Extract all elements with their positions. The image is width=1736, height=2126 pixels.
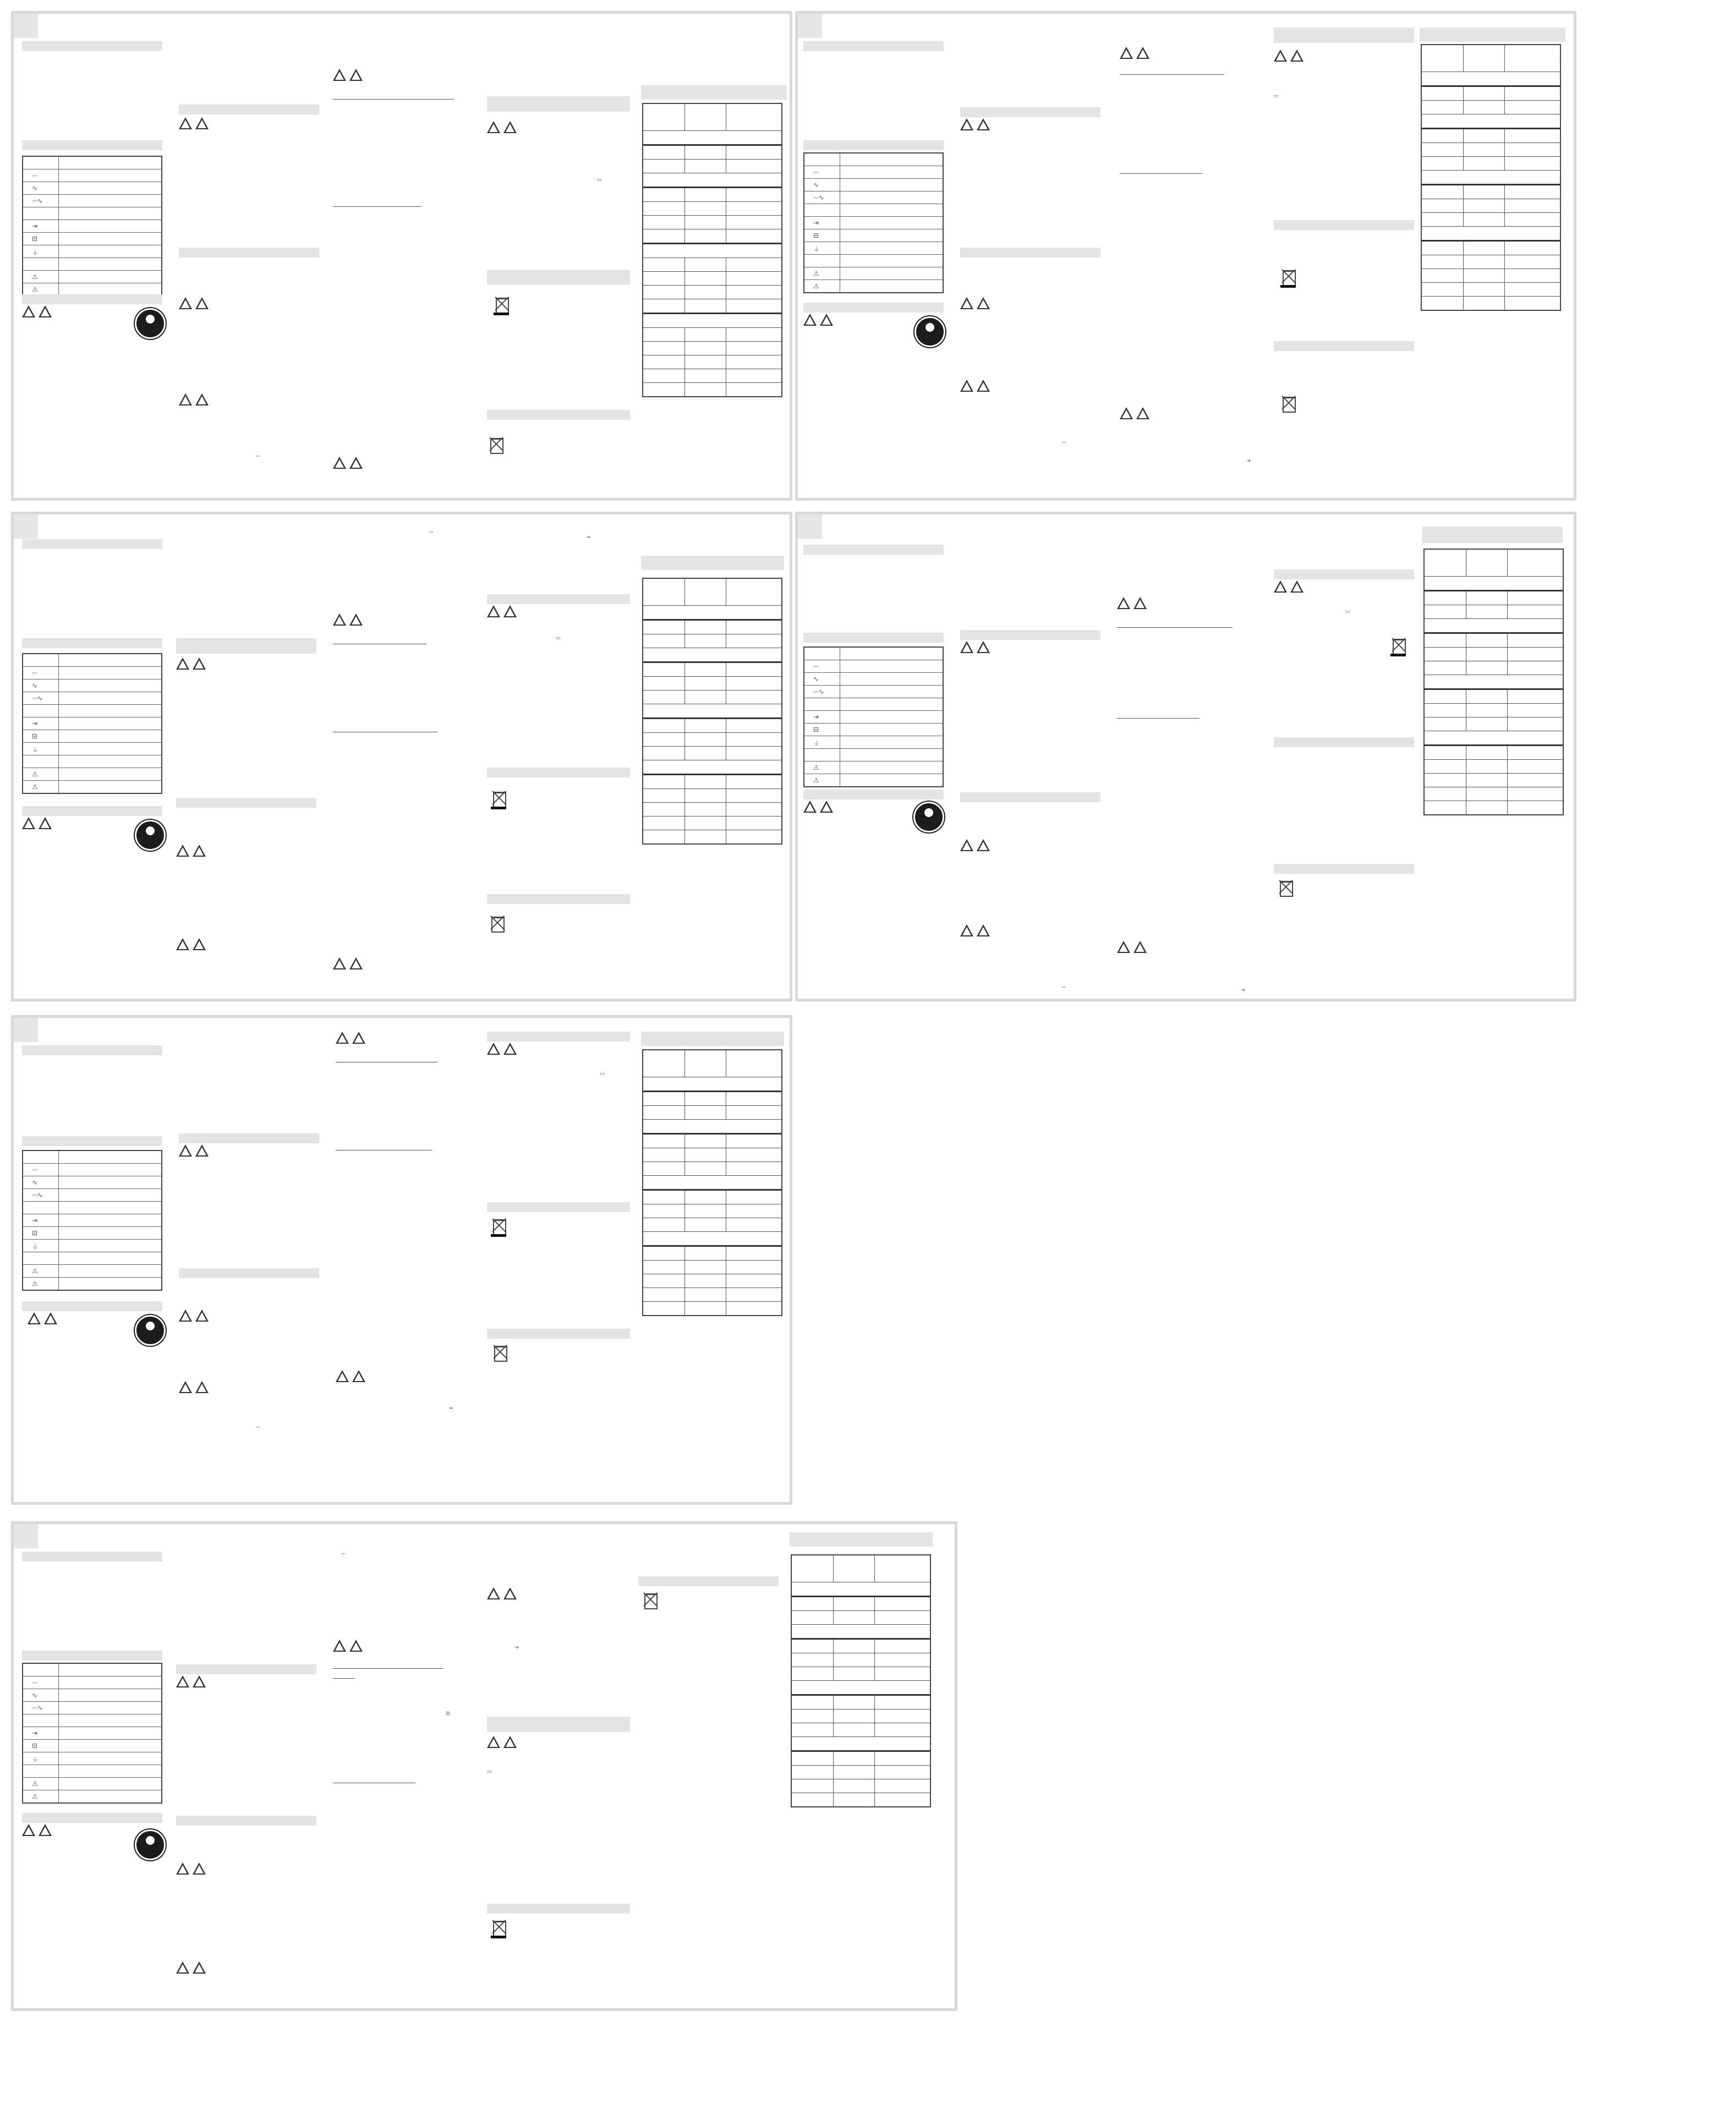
warning-triangle-icon — [977, 839, 990, 851]
battery-symbol: ▭ — [597, 177, 602, 183]
warning-triangle-icon — [503, 121, 517, 133]
warning-triangle-icon — [960, 380, 973, 392]
warning-triangle-icon — [1120, 47, 1133, 59]
warning-triangle-icon — [1133, 597, 1147, 609]
specifications-table — [642, 1049, 782, 1316]
ac-symbol: ∿ — [32, 1179, 38, 1186]
section-header — [487, 1032, 630, 1042]
warning-triangle-icon — [960, 641, 973, 653]
warning-triangle-icon — [487, 121, 500, 133]
warning-triangle-icon — [179, 1309, 192, 1322]
warning-icons — [176, 1862, 206, 1875]
specifications-header — [790, 1532, 933, 1547]
warning-icons — [1117, 941, 1147, 953]
language-tab — [798, 14, 822, 38]
warning-triangle-icon — [176, 938, 189, 950]
manual-page-4 — [795, 512, 1576, 1001]
qualified-person-icon — [135, 1829, 166, 1860]
section-header — [803, 790, 944, 799]
warning-triangle-icon — [352, 1032, 365, 1044]
warning-icons — [1274, 580, 1304, 593]
manual-page-2 — [795, 11, 1576, 501]
diode-symbol: ⇥ — [1246, 458, 1251, 464]
section-header — [179, 1133, 319, 1143]
section-header — [487, 894, 630, 904]
warning-icons — [487, 1587, 517, 1599]
diode-symbol: ⇥ — [32, 720, 38, 727]
section-header — [803, 41, 944, 51]
section-header — [487, 1202, 630, 1212]
section-header — [22, 806, 162, 816]
dc-symbol: ⎓ — [32, 1679, 37, 1686]
warning-triangle-icon — [179, 1381, 192, 1393]
warning-triangle-icon — [803, 801, 817, 813]
manual-page-1 — [11, 11, 792, 501]
warning-triangle-icon — [333, 1640, 346, 1652]
section-header — [22, 1651, 162, 1661]
warning-symbol: ⚠ — [813, 764, 819, 771]
warning-icons — [803, 801, 833, 813]
section-header — [960, 792, 1100, 802]
warning-triangle-icon — [820, 314, 833, 326]
warning-symbol: ⚠ — [813, 270, 819, 277]
warning-icons — [336, 1370, 365, 1382]
symbol-table — [803, 646, 944, 787]
section-header — [487, 410, 630, 420]
divider — [333, 1668, 443, 1669]
diode-symbol: ⇥ — [813, 219, 819, 227]
warning-symbol: ⚠ — [32, 770, 38, 778]
dc-ac-symbol: ⎓∿ — [813, 688, 824, 695]
warning-triangle-icon — [193, 657, 206, 670]
specifications-table — [791, 1554, 931, 1807]
crossed-out-bin-icon — [492, 294, 511, 315]
symbol-table — [22, 653, 162, 794]
warning-triangle-icon — [195, 1144, 209, 1157]
warning-triangle-icon — [1117, 597, 1130, 609]
warning-icons — [1117, 597, 1147, 609]
warning-icons — [333, 457, 363, 469]
symbol-table — [803, 152, 944, 293]
qualified-person-icon — [914, 316, 945, 347]
warning-triangle-icon — [803, 314, 817, 326]
warning-triangle-icon — [503, 1587, 517, 1599]
warning-triangle-icon — [22, 1824, 35, 1836]
warning-triangle-icon — [487, 1043, 500, 1055]
dc-symbol: ⎓ — [813, 168, 819, 176]
ac-symbol: ∿ — [32, 682, 38, 689]
warning-icons — [960, 118, 990, 130]
ground-symbol: ⏚ — [32, 1756, 39, 1763]
dc-ac-symbol: ⎓∿ — [32, 1704, 43, 1712]
warning-icons — [487, 605, 517, 617]
warning-triangle-icon — [977, 641, 990, 653]
warning-symbol: ⚠ — [32, 1793, 38, 1800]
warning-triangle-icon — [977, 380, 990, 392]
warning-triangle-icon — [977, 297, 990, 309]
section-header — [22, 1045, 162, 1055]
warning-triangle-icon — [193, 1862, 206, 1875]
qualified-person-icon — [135, 308, 166, 339]
crossed-out-bin-icon — [1277, 878, 1295, 898]
warning-triangle-icon — [193, 1675, 206, 1687]
crossed-out-bin-icon — [490, 788, 508, 809]
warning-triangle-icon — [1274, 580, 1287, 593]
warning-triangle-icon — [44, 1312, 57, 1324]
dc-ac-symbol: ⎓∿ — [32, 1191, 43, 1199]
ac-symbol: ∿ — [32, 1691, 38, 1699]
section-header — [22, 539, 162, 549]
crossed-out-bin-icon — [641, 1590, 660, 1611]
diode-symbol: ⇥ — [32, 222, 38, 230]
section-header — [487, 768, 630, 777]
warning-triangle-icon — [1290, 580, 1304, 593]
warning-icons — [487, 1043, 517, 1055]
symbol-table — [22, 156, 162, 297]
section-header — [487, 1329, 630, 1339]
dc-symbol: ⎓ — [813, 662, 819, 670]
battery-symbol: ▭ — [600, 1071, 605, 1077]
language-tab — [14, 1524, 38, 1548]
qualified-person-icon — [135, 1315, 166, 1346]
language-tab — [798, 514, 822, 539]
warning-icons — [179, 1309, 209, 1322]
warning-icons — [179, 1144, 209, 1157]
diode-symbol: ⇥ — [448, 1406, 453, 1411]
fuse-symbol: ⊟ — [32, 1229, 38, 1237]
warning-symbol: ⚠ — [32, 1267, 38, 1275]
dc-symbol: ⎓ — [1062, 440, 1066, 446]
fuse-symbol: ⊟ — [813, 726, 819, 733]
divider — [1120, 74, 1224, 75]
warning-triangle-icon — [820, 801, 833, 813]
warning-triangle-icon — [333, 69, 346, 81]
warning-triangle-icon — [503, 1043, 517, 1055]
specifications-header — [641, 85, 787, 100]
dc-ac-symbol: ⎓∿ — [32, 197, 43, 205]
section-header — [1274, 28, 1414, 43]
divider — [1117, 718, 1200, 719]
warning-triangle-icon — [503, 1736, 517, 1748]
dc-symbol: ⎓ — [32, 669, 37, 677]
warning-triangle-icon — [1136, 407, 1149, 419]
crossed-out-bin-icon — [1279, 267, 1298, 288]
warning-symbol: ⚠ — [32, 1280, 38, 1287]
warning-icons — [333, 613, 363, 626]
warning-triangle-icon — [195, 297, 209, 309]
section-header — [22, 638, 162, 648]
manual-page-3 — [11, 512, 792, 1001]
specifications-header — [1420, 28, 1565, 42]
warning-triangle-icon — [39, 817, 52, 829]
warning-symbol: ⚠ — [813, 282, 819, 290]
specifications-table — [1423, 549, 1564, 815]
fuse-symbol: ⊟ — [446, 1711, 450, 1717]
warning-triangle-icon — [1136, 47, 1149, 59]
warning-icons — [803, 314, 833, 326]
fuse-symbol: ⊟ — [813, 232, 819, 239]
warning-triangle-icon — [977, 924, 990, 936]
section-header — [176, 638, 316, 654]
language-tab — [14, 1018, 38, 1042]
warning-triangle-icon — [195, 393, 209, 406]
diode-symbol: ⇥ — [514, 1645, 519, 1651]
warning-icons — [960, 297, 990, 309]
warning-triangle-icon — [176, 657, 189, 670]
warning-icons — [960, 380, 990, 392]
divider — [333, 1678, 355, 1679]
ground-symbol: ⏚ — [32, 249, 39, 256]
warning-icons — [176, 1961, 206, 1974]
warning-icons — [960, 641, 990, 653]
section-header — [176, 798, 316, 808]
warning-triangle-icon — [487, 605, 500, 617]
language-tab — [14, 14, 38, 38]
warning-triangle-icon — [22, 817, 35, 829]
section-header — [487, 1904, 630, 1914]
diode-symbol: ⇥ — [32, 1217, 38, 1224]
dc-symbol: ⎓ — [429, 530, 434, 535]
warning-icons — [333, 1640, 363, 1652]
warning-icons — [22, 305, 52, 317]
divider — [333, 99, 454, 100]
dc-symbol: ⎓ — [1062, 985, 1066, 990]
crossed-out-bin-icon — [490, 1917, 508, 1938]
manual-page-6 — [11, 1521, 957, 2011]
section-header — [960, 630, 1100, 640]
warning-symbol: ⚠ — [32, 783, 38, 791]
dc-symbol: ⎓ — [256, 454, 260, 459]
warning-icons — [179, 117, 209, 129]
warning-triangle-icon — [487, 1736, 500, 1748]
warning-triangle-icon — [193, 1961, 206, 1974]
warning-icons — [22, 817, 52, 829]
fuse-symbol: ⊟ — [32, 235, 38, 243]
warning-icons — [960, 924, 990, 936]
crossed-out-bin-icon — [1389, 635, 1408, 656]
section-header — [176, 1816, 316, 1826]
battery-symbol: ▭ — [1345, 609, 1350, 615]
warning-triangle-icon — [977, 118, 990, 130]
battery-symbol: ▭ — [1274, 94, 1279, 99]
ac-symbol: ∿ — [813, 675, 819, 683]
section-header — [803, 303, 944, 313]
warning-triangle-icon — [176, 845, 189, 857]
warning-triangle-icon — [503, 605, 517, 617]
warning-triangle-icon — [176, 1675, 189, 1687]
warning-triangle-icon — [22, 305, 35, 317]
warning-triangle-icon — [336, 1032, 349, 1044]
warning-symbol: ⚠ — [813, 776, 819, 784]
section-header — [487, 594, 630, 604]
warning-triangle-icon — [336, 1370, 349, 1382]
dc-ac-symbol: ⎓∿ — [813, 194, 824, 201]
ac-symbol: ∿ — [813, 181, 819, 189]
manual-page-5 — [11, 1015, 792, 1505]
section-header — [179, 1268, 319, 1278]
warning-symbol: ⚠ — [32, 273, 38, 281]
dc-symbol: ⎓ — [256, 1425, 260, 1431]
specifications-header — [641, 1032, 784, 1046]
ground-symbol: ⏚ — [813, 245, 820, 253]
crossed-out-bin-icon — [488, 913, 507, 934]
warning-triangle-icon — [179, 297, 192, 309]
section-header — [960, 107, 1100, 117]
warning-triangle-icon — [39, 1824, 52, 1836]
section-header — [1274, 341, 1414, 351]
dc-symbol: ⎓ — [341, 1552, 346, 1557]
ground-symbol: ⏚ — [813, 739, 820, 747]
section-header — [803, 140, 944, 150]
warning-icons — [179, 297, 209, 309]
section-header — [960, 248, 1100, 257]
warning-triangle-icon — [195, 1381, 209, 1393]
section-header — [22, 1136, 162, 1146]
section-header — [1274, 569, 1414, 579]
crossed-out-bin-icon — [491, 1343, 510, 1363]
divider — [1117, 627, 1233, 628]
warning-triangle-icon — [176, 1961, 189, 1974]
section-header — [638, 1576, 779, 1586]
warning-triangle-icon — [1290, 50, 1304, 62]
qualified-person-icon — [913, 802, 944, 832]
warning-icons — [1120, 407, 1149, 419]
warning-triangle-icon — [1117, 941, 1130, 953]
section-header — [803, 633, 944, 643]
warning-triangle-icon — [333, 613, 346, 626]
diode-symbol: ⇥ — [586, 535, 590, 540]
fuse-symbol: ⊟ — [32, 732, 38, 740]
warning-symbol: ⚠ — [32, 1780, 38, 1788]
warning-triangle-icon — [352, 1370, 365, 1382]
battery-symbol: ▭ — [556, 635, 561, 641]
warning-triangle-icon — [487, 1587, 500, 1599]
warning-icons — [176, 657, 206, 670]
warning-icons — [179, 393, 209, 406]
section-header — [179, 105, 319, 114]
specifications-table — [1421, 44, 1561, 311]
section-header — [803, 545, 944, 555]
section-header — [179, 248, 319, 257]
warning-triangle-icon — [349, 457, 363, 469]
section-header — [22, 1552, 162, 1561]
section-header — [22, 1301, 162, 1311]
warning-triangle-icon — [333, 957, 346, 969]
warning-icons — [1274, 50, 1304, 62]
warning-triangle-icon — [179, 393, 192, 406]
divider — [1120, 173, 1202, 174]
section-header — [1274, 220, 1414, 230]
warning-icons — [176, 845, 206, 857]
section-header — [22, 41, 162, 51]
section-header — [22, 1813, 162, 1823]
qualified-person-icon — [135, 820, 166, 851]
warning-triangle-icon — [176, 1862, 189, 1875]
crossed-out-bin-icon — [1279, 393, 1298, 414]
section-header — [487, 96, 630, 112]
symbol-table — [22, 1150, 162, 1291]
warning-icons — [176, 938, 206, 950]
warning-icons — [333, 69, 363, 81]
warning-triangle-icon — [349, 957, 363, 969]
warning-triangle-icon — [349, 69, 363, 81]
warning-triangle-icon — [333, 457, 346, 469]
diode-symbol: ⇥ — [32, 1729, 38, 1737]
section-header — [1274, 737, 1414, 747]
warning-triangle-icon — [179, 1144, 192, 1157]
dc-symbol: ⎓ — [32, 1166, 37, 1174]
ground-symbol: ⏚ — [32, 746, 39, 754]
warning-icons — [487, 1736, 517, 1748]
warning-icons — [960, 839, 990, 851]
warning-triangle-icon — [960, 924, 973, 936]
ground-symbol: ⏚ — [32, 1243, 39, 1251]
warning-triangle-icon — [960, 839, 973, 851]
dc-symbol: ⎓ — [32, 172, 37, 179]
section-header — [176, 1664, 316, 1674]
warning-triangle-icon — [195, 1309, 209, 1322]
language-tab — [14, 514, 38, 539]
section-header — [22, 294, 162, 304]
warning-triangle-icon — [193, 938, 206, 950]
section-header — [1274, 864, 1414, 874]
section-header — [487, 270, 630, 285]
warning-icons — [1120, 47, 1149, 59]
warning-triangle-icon — [349, 1640, 363, 1652]
warning-symbol: ⚠ — [32, 286, 38, 293]
divider — [333, 206, 421, 207]
specifications-header — [1422, 527, 1563, 543]
crossed-out-bin-icon — [490, 1216, 508, 1237]
crossed-out-bin-icon — [487, 435, 506, 456]
specifications-header — [641, 556, 784, 570]
ac-symbol: ∿ — [32, 184, 38, 192]
fuse-symbol: ⊟ — [32, 1742, 38, 1750]
warning-icons — [28, 1312, 57, 1324]
warning-triangle-icon — [195, 117, 209, 129]
warning-triangle-icon — [28, 1312, 41, 1324]
specifications-table — [642, 103, 782, 397]
warning-triangle-icon — [960, 297, 973, 309]
warning-icons — [487, 121, 517, 133]
diode-symbol: ⇥ — [1241, 988, 1245, 993]
warning-triangle-icon — [1133, 941, 1147, 953]
dc-ac-symbol: ⎓∿ — [32, 694, 43, 702]
symbol-table — [22, 1663, 162, 1804]
section-header — [487, 1717, 630, 1732]
specifications-table — [642, 578, 782, 845]
warning-triangle-icon — [179, 117, 192, 129]
warning-icons — [176, 1675, 206, 1687]
section-header — [22, 140, 162, 150]
warning-icons — [333, 957, 363, 969]
warning-icons — [22, 1824, 52, 1836]
warning-triangle-icon — [960, 118, 973, 130]
warning-triangle-icon — [1120, 407, 1133, 419]
warning-triangle-icon — [1274, 50, 1287, 62]
warning-icons — [336, 1032, 365, 1044]
warning-triangle-icon — [193, 845, 206, 857]
warning-icons — [179, 1381, 209, 1393]
warning-triangle-icon — [39, 305, 52, 317]
battery-symbol: ▭ — [487, 1769, 492, 1774]
diode-symbol: ⇥ — [813, 713, 819, 721]
warning-triangle-icon — [349, 613, 363, 626]
